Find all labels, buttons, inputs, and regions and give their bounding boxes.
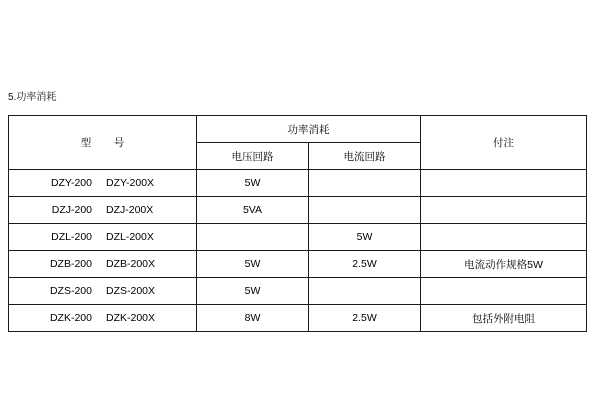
cell-model xyxy=(9,305,197,332)
model-right: DZL-200X xyxy=(106,231,154,243)
cell-current xyxy=(309,278,421,305)
model-left: DZL-200 xyxy=(51,231,92,243)
header-cell-group: 功率消耗 xyxy=(197,116,421,143)
cell-model xyxy=(9,197,197,224)
header-cell-voltage-circuit: 电压回路 xyxy=(197,143,309,170)
cell-current xyxy=(309,197,421,224)
cell-note xyxy=(421,197,587,224)
table-row xyxy=(9,251,587,278)
cell-voltage: 5W xyxy=(197,278,309,305)
model-left: DZS-200 xyxy=(49,285,92,297)
table-row xyxy=(9,278,587,305)
cell-voltage: 5W xyxy=(197,170,309,197)
cell-current: 5W xyxy=(309,224,421,251)
table-row xyxy=(9,224,587,251)
cell-voltage: 5W xyxy=(197,251,309,278)
model-right: DZK-200X xyxy=(105,312,156,324)
header-cell-current-circuit: 电流回路 xyxy=(309,143,421,170)
cell-model xyxy=(9,278,197,305)
model-left: DZY-200 xyxy=(50,177,92,189)
cell-model xyxy=(9,170,197,197)
cell-model xyxy=(9,224,197,251)
cell-current: 2.5W xyxy=(309,251,421,278)
power-consumption-table xyxy=(8,115,587,332)
cell-model xyxy=(9,251,197,278)
header-cell-note: 付注 xyxy=(421,116,587,170)
cell-note: 包括外附电阻 xyxy=(421,305,587,332)
table-row xyxy=(9,170,587,197)
cell-current xyxy=(309,170,421,197)
cell-current: 2.5W xyxy=(309,305,421,332)
model-left: DZJ-200 xyxy=(51,204,92,216)
cell-voltage: 5VA xyxy=(197,197,309,224)
model-right: DZS-200X xyxy=(105,285,156,297)
model-right: DZY-200X xyxy=(106,177,155,189)
cell-voltage xyxy=(197,224,309,251)
table-row xyxy=(9,305,587,332)
cell-voltage: 8W xyxy=(197,305,309,332)
section-title: 5.功率消耗 xyxy=(8,92,57,103)
model-right: DZB-200X xyxy=(105,258,156,270)
cell-note xyxy=(421,170,587,197)
header-cell-model xyxy=(9,116,197,170)
table-header-row-1 xyxy=(9,116,587,143)
table-row xyxy=(9,197,587,224)
cell-note: 电流动作规格5W xyxy=(421,251,587,278)
cell-note xyxy=(421,224,587,251)
model-left: DZB-200 xyxy=(49,258,92,270)
model-right: DZJ-200X xyxy=(106,204,154,216)
cell-note xyxy=(421,278,587,305)
header-model-label: 型 号 xyxy=(80,137,131,149)
power-consumption-table-wrapper xyxy=(8,115,586,332)
model-left: DZK-200 xyxy=(49,312,92,324)
